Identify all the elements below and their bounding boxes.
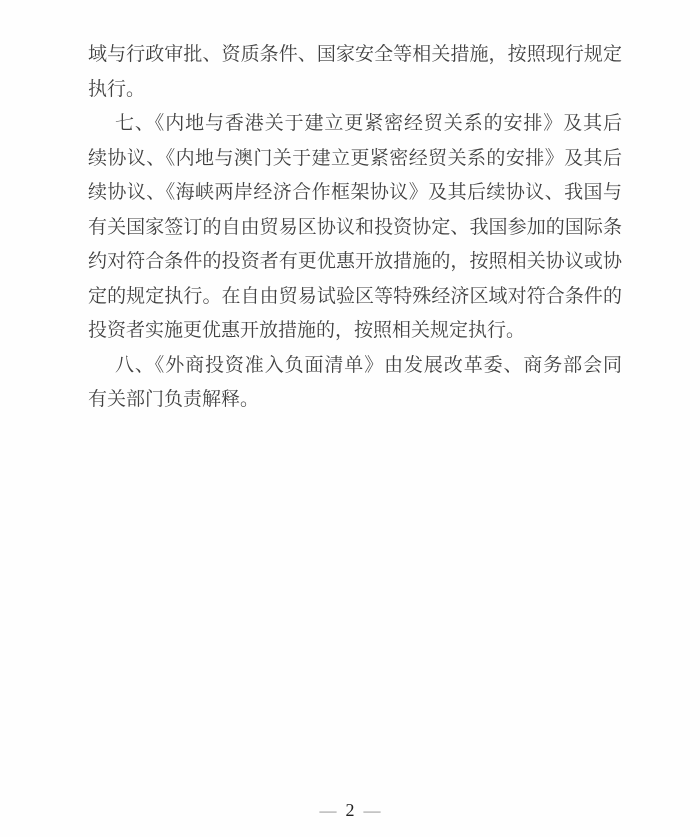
text-line: 执行。 xyxy=(88,78,146,100)
document-body xyxy=(88,38,622,418)
text-line: 投资者实施更优惠开放措施的，按照相关规定执行。 xyxy=(88,320,526,341)
text-line: 域与行政审批、资质条件、国家安全等相关措施，按照现行规定 xyxy=(88,44,622,65)
text-line: 续协议、《内地与澳门关于建立更紧密经贸关系的安排》及其后 xyxy=(88,147,622,169)
text-line: 八、《外商投资准入负面清单》由发展改革委、商务部会同 xyxy=(115,354,622,376)
text-line: 约对符合条件的投资者有更优惠开放措施的，按照相关协议或协 xyxy=(88,251,622,272)
footer-dash-right: — xyxy=(363,801,381,820)
text-line: 有关国家签订的自由贸易区协议和投资协定、我国参加的国际条 xyxy=(88,216,622,238)
text-line: 有关部门负责解释。 xyxy=(88,389,260,410)
page-footer xyxy=(0,799,700,822)
footer-dash-left: — xyxy=(319,801,337,820)
page-number: 2 xyxy=(345,800,355,820)
text-line: 七、《内地与香港关于建立更紧密经贸关系的安排》及其后 xyxy=(115,113,622,134)
text-line: 定的规定执行。在自由贸易试验区等特殊经济区域对符合条件的 xyxy=(88,285,622,307)
text-line: 续协议、《海峡两岸经济合作框架协议》及其后续协议、我国与 xyxy=(88,182,622,203)
